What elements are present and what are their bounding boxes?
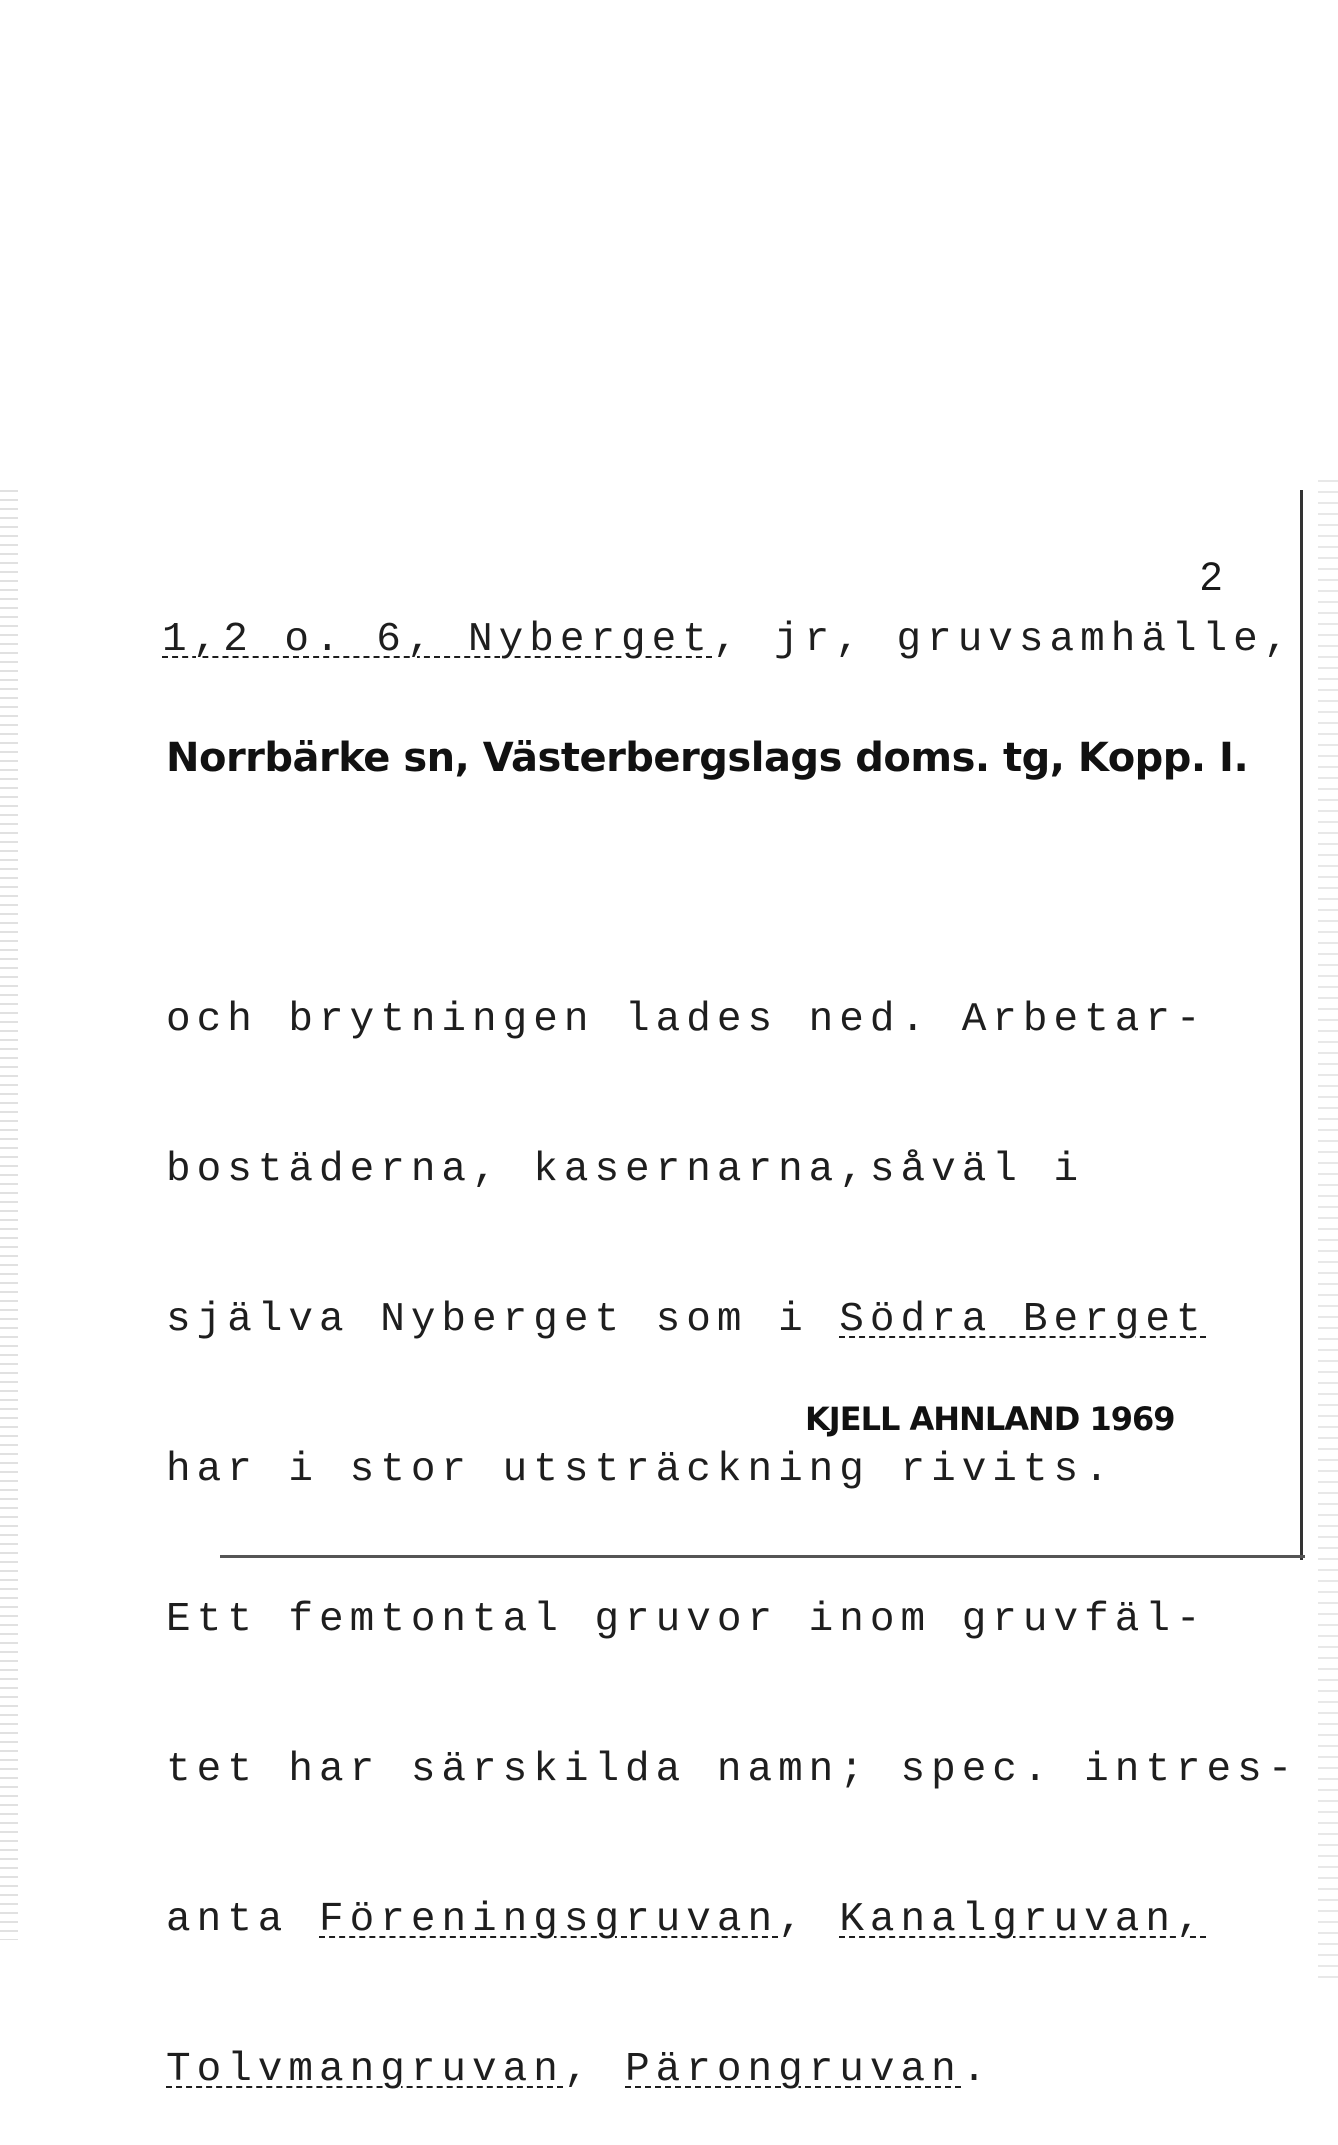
page-number: 2 [1200,555,1223,599]
body-line-8-sep: , [563,2047,626,2093]
mine-kanalgruvan: Kanalgruvan, [839,1897,1207,1943]
mine-tolvmangruvan: Tolvmangruvan [166,2047,564,2093]
place-sodra-berget: Södra Berget [839,1297,1207,1343]
body-line-8-end: . [961,2047,993,2093]
body-line-7-text: anta [166,1897,320,1943]
card-right-border [1300,490,1303,1560]
body-line-8 [166,2045,1298,2095]
body-line-1: och brytningen lades ned. Arbetar- [166,997,1207,1043]
body-line-3 [166,1295,1298,1345]
mine-foreningsgruvan: Föreningsgruvan [319,1897,779,1943]
body-line-6: tet har särskilda namn; spec. intres- [166,1747,1299,1793]
scan-edge-right [1318,480,1338,1980]
body-line-3-text: själva Nyberget som i [166,1297,840,1343]
heading-description: , jr, gruvsamhälle, [712,617,1295,663]
card-body [166,895,1298,2145]
body-line-2: bostäderna, kasernarna,såväl i [166,1147,1085,1193]
body-line-7 [166,1895,1298,1945]
body-line-4: har i stor utsträckning rivits. [166,1447,1115,1493]
mine-parongruvan: Pärongruvan [625,2047,962,2093]
card-heading [162,617,1295,663]
body-line-7-sep: , [778,1897,840,1943]
body-line-5: Ett femtontal gruvor inom gruvfäl- [166,1597,1207,1643]
author-signature: KJELL AHNLAND 1969 [805,1400,1175,1438]
heading-place-name: 1,2 o. 6, Nyberget [162,617,713,663]
scan-edge-left [0,490,18,1940]
stamped-location-line: Norrbärke sn, Västerbergslags doms. tg, Kopp. I. [166,735,1249,781]
